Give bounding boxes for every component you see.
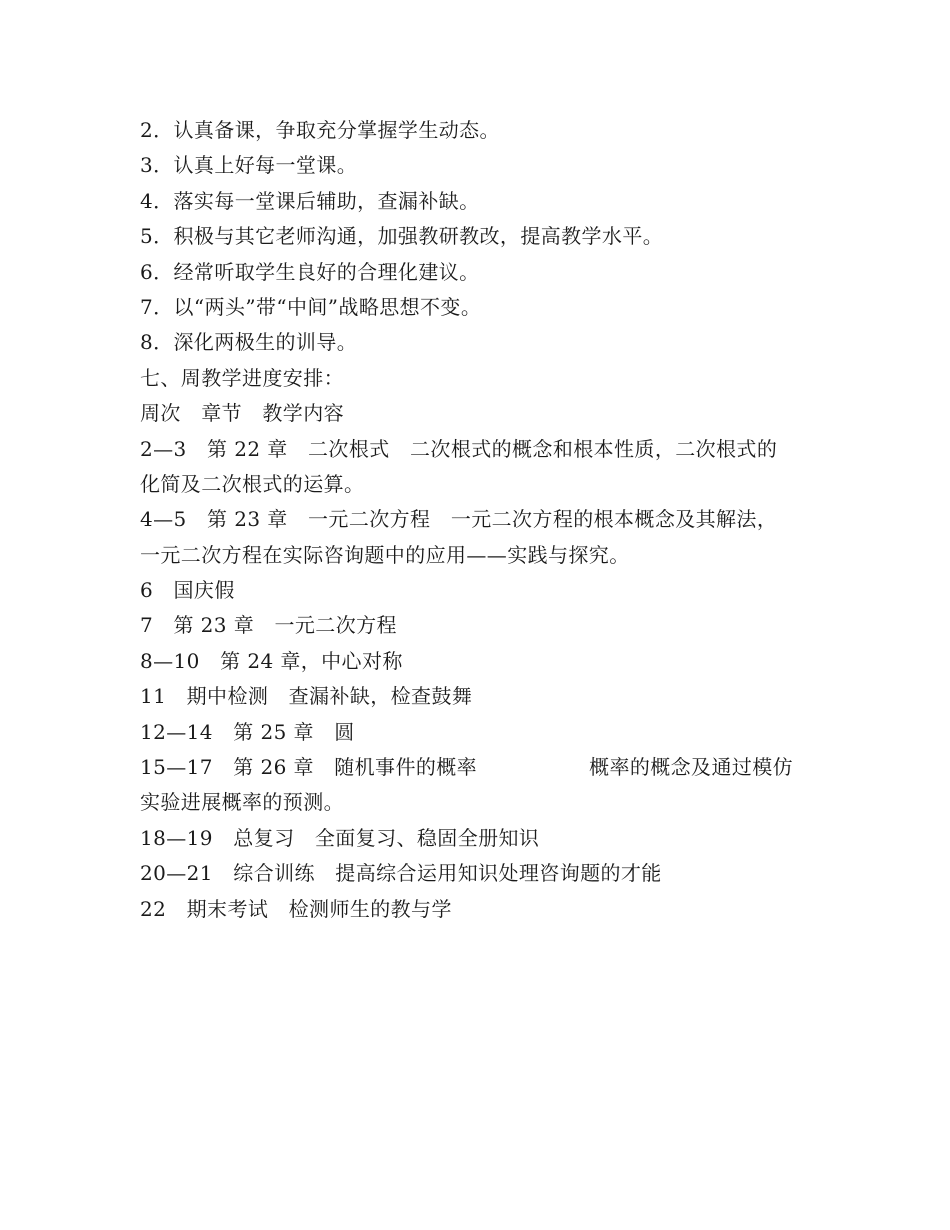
document-page [140, 113, 820, 927]
schedule-row-line: 7 第 23 章 一元二次方程 [140, 613, 397, 638]
list-item: 5．积极与其它老师沟通，加强教研教改，提高教学水平。 [140, 224, 664, 249]
schedule-row-line: 12—14 第 25 章 圆 [140, 719, 355, 744]
list-item: 4．落实每一堂课后辅助，查漏补缺。 [140, 188, 480, 213]
schedule-row-line: 4—5 第 23 章 一元二次方程 一元二次方程的根本概念及其解法， [140, 507, 778, 532]
list-item: 2．认真备课，争取充分掌握学生动态。 [140, 118, 500, 142]
schedule-row-line: 6 国庆假 [140, 578, 235, 603]
list-item: 8．深化两极生的训导。 [140, 330, 358, 355]
schedule-row-left: 15—17 第 26 章 随机事件的概率 [140, 755, 478, 780]
schedule-row-line: 20—21 综合训练 提高综合运用知识处理咨询题的才能 [140, 861, 662, 886]
schedule-row-line: 化简及二次根式的运算。 [140, 471, 365, 496]
schedule-row-line [140, 750, 820, 785]
schedule-row-line: 8—10 第 24 章，中心对称 [140, 648, 403, 673]
schedule-header: 周次 章节 教学内容 [140, 401, 344, 426]
schedule-row-line: 实验进展概率的预测。 [140, 790, 344, 815]
list-item: 6．经常听取学生良好的合理化建议。 [140, 259, 480, 284]
schedule-row-right: 概率的概念及通过模仿 [589, 755, 794, 780]
list-item: 3．认真上好每一堂课。 [140, 153, 358, 178]
schedule-row-line: 一元二次方程在实际咨询题中的应用——实践与探究。 [140, 542, 630, 567]
schedule-row-line: 22 期末考试 检测师生的教与学 [140, 896, 452, 921]
schedule-row-line: 18—19 总复习 全面复习、稳固全册知识 [140, 825, 540, 850]
list-item: 7．以“两头”带“中间”战略思想不变。 [140, 294, 482, 319]
schedule-row-line: 11 期中检测 查漏补缺，检查鼓舞 [140, 684, 473, 709]
schedule-row-line: 2—3 第 22 章 二次根式 二次根式的概念和根本性质，二次根式的 [140, 436, 778, 461]
section-heading: 七、周教学进度安排： [140, 365, 344, 390]
